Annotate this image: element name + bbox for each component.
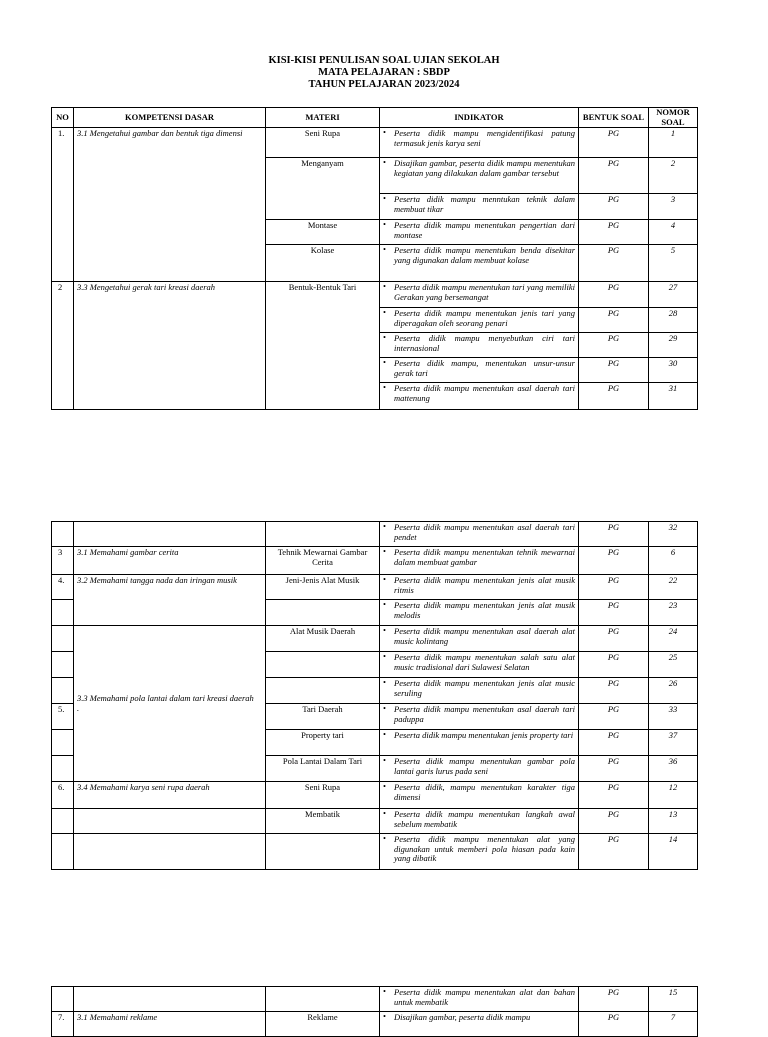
cell-nomor: 33: [649, 704, 698, 730]
cell-indikator: • Peserta didik mampu menentukan gambar pola lantai garis lurus pada seni: [380, 756, 579, 782]
header-kompetensi-dasar: KOMPETENSI DASAR: [74, 108, 266, 128]
header-materi: MATERI: [266, 108, 380, 128]
cell-materi: Seni Rupa: [266, 128, 380, 158]
cell-nomor: 32: [649, 522, 698, 547]
cell-indikator: • Peserta didik mampu menyebutkan ciri tari internasional: [380, 333, 579, 358]
cell-indikator: • Peserta didik mampu menntukan teknik dalam membuat tikar: [380, 194, 579, 220]
cell-materi: Bentuk-Bentuk Tari: [266, 282, 380, 410]
table-row: [52, 282, 698, 308]
cell-indikator: • Peserta didik mampu menentukan jenis alat music seruling: [380, 678, 579, 704]
cell-nomor: 25: [649, 652, 698, 678]
title-line-3: TAHUN PELAJARAN 2023/2024: [308, 79, 460, 90]
cell-materi-empty: [266, 194, 380, 220]
cell-indikator: • Peserta didik mampu menentukan alat dan bahan untuk membatik: [380, 987, 579, 1012]
cell-kompetensi: [74, 834, 266, 870]
cell-no: [52, 600, 74, 626]
cell-materi: [266, 678, 380, 704]
cell-nomor: 36: [649, 756, 698, 782]
cell-indikator: • Peserta didik mampu menentukan jenis alat musik melodis: [380, 600, 579, 626]
cell-kompetensi-group: [74, 626, 266, 782]
cell-materi: [266, 834, 380, 870]
table-row: [52, 522, 698, 547]
cell-nomor: 26: [649, 678, 698, 704]
table-row: [52, 782, 698, 809]
cell-nomor: 12: [649, 782, 698, 809]
cell-indikator: • Peserta didik mampu, menentukan unsur-unsur gerak tari: [380, 358, 579, 383]
cell-materi: Tari Daerah: [266, 704, 380, 730]
kisi-kisi-table-page2: [51, 521, 698, 870]
cell-nomor: 28: [649, 308, 698, 333]
table-row: [52, 834, 698, 870]
cell-indikator: • Peserta didik mampu menentukan asal daerah alat music kolintang: [380, 626, 579, 652]
cell-indikator: • Peserta didik mampu menentukan jenis alat musik ritmis: [380, 575, 579, 600]
cell-materi: Property tari: [266, 730, 380, 756]
table-row: [52, 547, 698, 575]
cell-nomor: 3: [649, 194, 698, 220]
table-row: [52, 128, 698, 158]
cell-indikator: • Peserta didik mampu menentukan benda disekitar yang digunakan dalam membuat kolase: [380, 245, 579, 282]
cell-kompetensi: 3.2 Memahami tangga nada dan iringan musik: [74, 575, 266, 626]
cell-nomor: 22: [649, 575, 698, 600]
cell-bentuk: PG: [579, 128, 649, 158]
cell-no: [52, 626, 74, 652]
cell-bentuk: PG: [579, 782, 649, 809]
cell-bentuk: PG: [579, 333, 649, 358]
kisi-kisi-table-page1: [51, 107, 698, 410]
cell-materi: [266, 652, 380, 678]
cell-materi: Alat Musik Daerah: [266, 626, 380, 652]
cell-bentuk: PG: [579, 220, 649, 245]
table-row: [52, 987, 698, 1012]
cell-materi: Jeni-Jenis Alat Musik: [266, 575, 380, 600]
cell-bentuk: PG: [579, 652, 649, 678]
header-nomor-soal: NOMOR SOAL: [649, 108, 698, 128]
cell-no: [52, 678, 74, 704]
cell-kompetensi: 3.1 Memahami gambar cerita: [74, 547, 266, 575]
cell-no: 2: [52, 282, 74, 410]
cell-no: 7.: [52, 1012, 74, 1037]
cell-materi: Membatik: [266, 809, 380, 834]
cell-kompetensi: 3.3 Mengetahui gerak tari kreasi daerah: [74, 282, 266, 410]
cell-materi: Pola Lantai Dalam Tari: [266, 756, 380, 782]
cell-indikator: • Peserta didik mampu menentukan jenis property tari: [380, 730, 579, 756]
cell-nomor: 4: [649, 220, 698, 245]
document-title: [0, 55, 768, 91]
cell-bentuk: PG: [579, 194, 649, 220]
table-row: [52, 809, 698, 834]
cell-no: 6.: [52, 782, 74, 809]
cell-kompetensi: 3.1 Memahami reklame: [74, 1012, 266, 1037]
cell-bentuk: PG: [579, 358, 649, 383]
cell-indikator: • Disajikan gambar, peserta didik mampu: [380, 1012, 579, 1037]
header-indikator: INDIKATOR: [380, 108, 579, 128]
cell-indikator: • Peserta didik mampu menentukan salah satu alat music tradisional dari Sulawesi Selatan: [380, 652, 579, 678]
cell-bentuk: PG: [579, 730, 649, 756]
cell-indikator: • Peserta didik mampu menentukan tari yang memiliki Gerakan yang bersemangat: [380, 282, 579, 308]
cell-bentuk: PG: [579, 704, 649, 730]
cell-nomor: 2: [649, 158, 698, 194]
cell-indikator: • Peserta didik mampu menentukan asal daerah tari mattenung: [380, 383, 579, 410]
cell-nomor: 23: [649, 600, 698, 626]
cell-indikator: • Disajikan gambar, peserta didik mampu menentukan kegiatan yang dilakukan dalam gambar tersebut: [380, 158, 579, 194]
cell-indikator: • Peserta didik mampu menentukan pengertian dari montase: [380, 220, 579, 245]
cell-nomor: 6: [649, 547, 698, 575]
cell-no: 1.: [52, 128, 74, 282]
cell-indikator: • Peserta didik mampu menentukan langkah awal sebelum membatik: [380, 809, 579, 834]
cell-bentuk: PG: [579, 678, 649, 704]
kd-group-dot: .: [77, 702, 80, 713]
cell-kompetensi: 3.4 Memahami karya seni rupa daerah: [74, 782, 266, 809]
cell-bentuk: PG: [579, 809, 649, 834]
table-row: [52, 1012, 698, 1037]
cell-no: [52, 834, 74, 870]
cell-indikator: • Peserta didik mampu menentukan alat yang digunakan untuk memberi pola hiasan pada kain yang dibatik: [380, 834, 579, 870]
header-no: NO: [52, 108, 74, 128]
cell-no: 5.: [52, 704, 74, 730]
cell-kompetensi: [74, 522, 266, 547]
cell-nomor: 14: [649, 834, 698, 870]
cell-bentuk: PG: [579, 383, 649, 410]
cell-bentuk: PG: [579, 626, 649, 652]
cell-bentuk: PG: [579, 1012, 649, 1037]
cell-kompetensi: [74, 987, 266, 1012]
cell-bentuk: PG: [579, 834, 649, 870]
cell-no: 3: [52, 547, 74, 575]
cell-nomor: 31: [649, 383, 698, 410]
cell-bentuk: PG: [579, 245, 649, 282]
cell-nomor: 7: [649, 1012, 698, 1037]
cell-indikator: • Peserta didik mampu menentukan jenis tari yang diperagakan oleh seorang penari: [380, 308, 579, 333]
cell-bentuk: PG: [579, 158, 649, 194]
header-bentuk-soal: BENTUK SOAL: [579, 108, 649, 128]
cell-materi: Reklame: [266, 1012, 380, 1037]
kd-group-text: 3.3 Memahami pola lantai dalam tari kreasi daerah: [77, 693, 254, 703]
cell-indikator: • Peserta didik mampu menentukan asal daerah tari pendet: [380, 522, 579, 547]
cell-nomor: 13: [649, 809, 698, 834]
cell-bentuk: PG: [579, 308, 649, 333]
cell-nomor: 37: [649, 730, 698, 756]
cell-no: [52, 522, 74, 547]
cell-materi: Menganyam: [266, 158, 380, 194]
table-row: [52, 575, 698, 600]
cell-materi: Tehnik Mewarnai Gambar Cerita: [266, 547, 380, 575]
cell-no: [52, 987, 74, 1012]
cell-indikator: • Peserta didik mampu menentukan asal daerah tari paduppa: [380, 704, 579, 730]
cell-no: [52, 652, 74, 678]
cell-nomor: 24: [649, 626, 698, 652]
cell-materi: [266, 600, 380, 626]
cell-materi: Montase: [266, 220, 380, 245]
cell-no: [52, 730, 74, 756]
cell-indikator: • Peserta didik mampu mengidentifikasi patung termasuk jenis karya seni: [380, 128, 579, 158]
cell-materi: [266, 987, 380, 1012]
cell-indikator: • Peserta didik, mampu menentukan karakter tiga dimensi: [380, 782, 579, 809]
cell-bentuk: PG: [579, 282, 649, 308]
cell-no: [52, 756, 74, 782]
cell-nomor: 29: [649, 333, 698, 358]
title-line-2: MATA PELAJARAN : SBDP: [318, 67, 450, 78]
cell-no: [52, 809, 74, 834]
cell-kompetensi: [74, 809, 266, 834]
table-row: [52, 626, 698, 652]
cell-nomor: 27: [649, 282, 698, 308]
cell-materi: Kolase: [266, 245, 380, 282]
table-header-row: [52, 108, 698, 128]
kisi-kisi-table-page3: [51, 986, 698, 1037]
cell-nomor: 1: [649, 128, 698, 158]
cell-nomor: 30: [649, 358, 698, 383]
cell-kompetensi: 3.1 Mengetahui gambar dan bentuk tiga dimensi: [74, 128, 266, 282]
cell-nomor: 15: [649, 987, 698, 1012]
cell-bentuk: PG: [579, 547, 649, 575]
cell-nomor: 5: [649, 245, 698, 282]
cell-materi: Seni Rupa: [266, 782, 380, 809]
title-line-1: KISI-KISI PENULISAN SOAL UJIAN SEKOLAH: [268, 55, 500, 66]
cell-bentuk: PG: [579, 756, 649, 782]
cell-bentuk: PG: [579, 987, 649, 1012]
cell-bentuk: PG: [579, 522, 649, 547]
cell-indikator: • Peserta didik mampu menentukan tehnik mewarnai dalam membuat gambar: [380, 547, 579, 575]
cell-bentuk: PG: [579, 600, 649, 626]
cell-bentuk: PG: [579, 575, 649, 600]
cell-no: 4.: [52, 575, 74, 600]
cell-materi: [266, 522, 380, 547]
